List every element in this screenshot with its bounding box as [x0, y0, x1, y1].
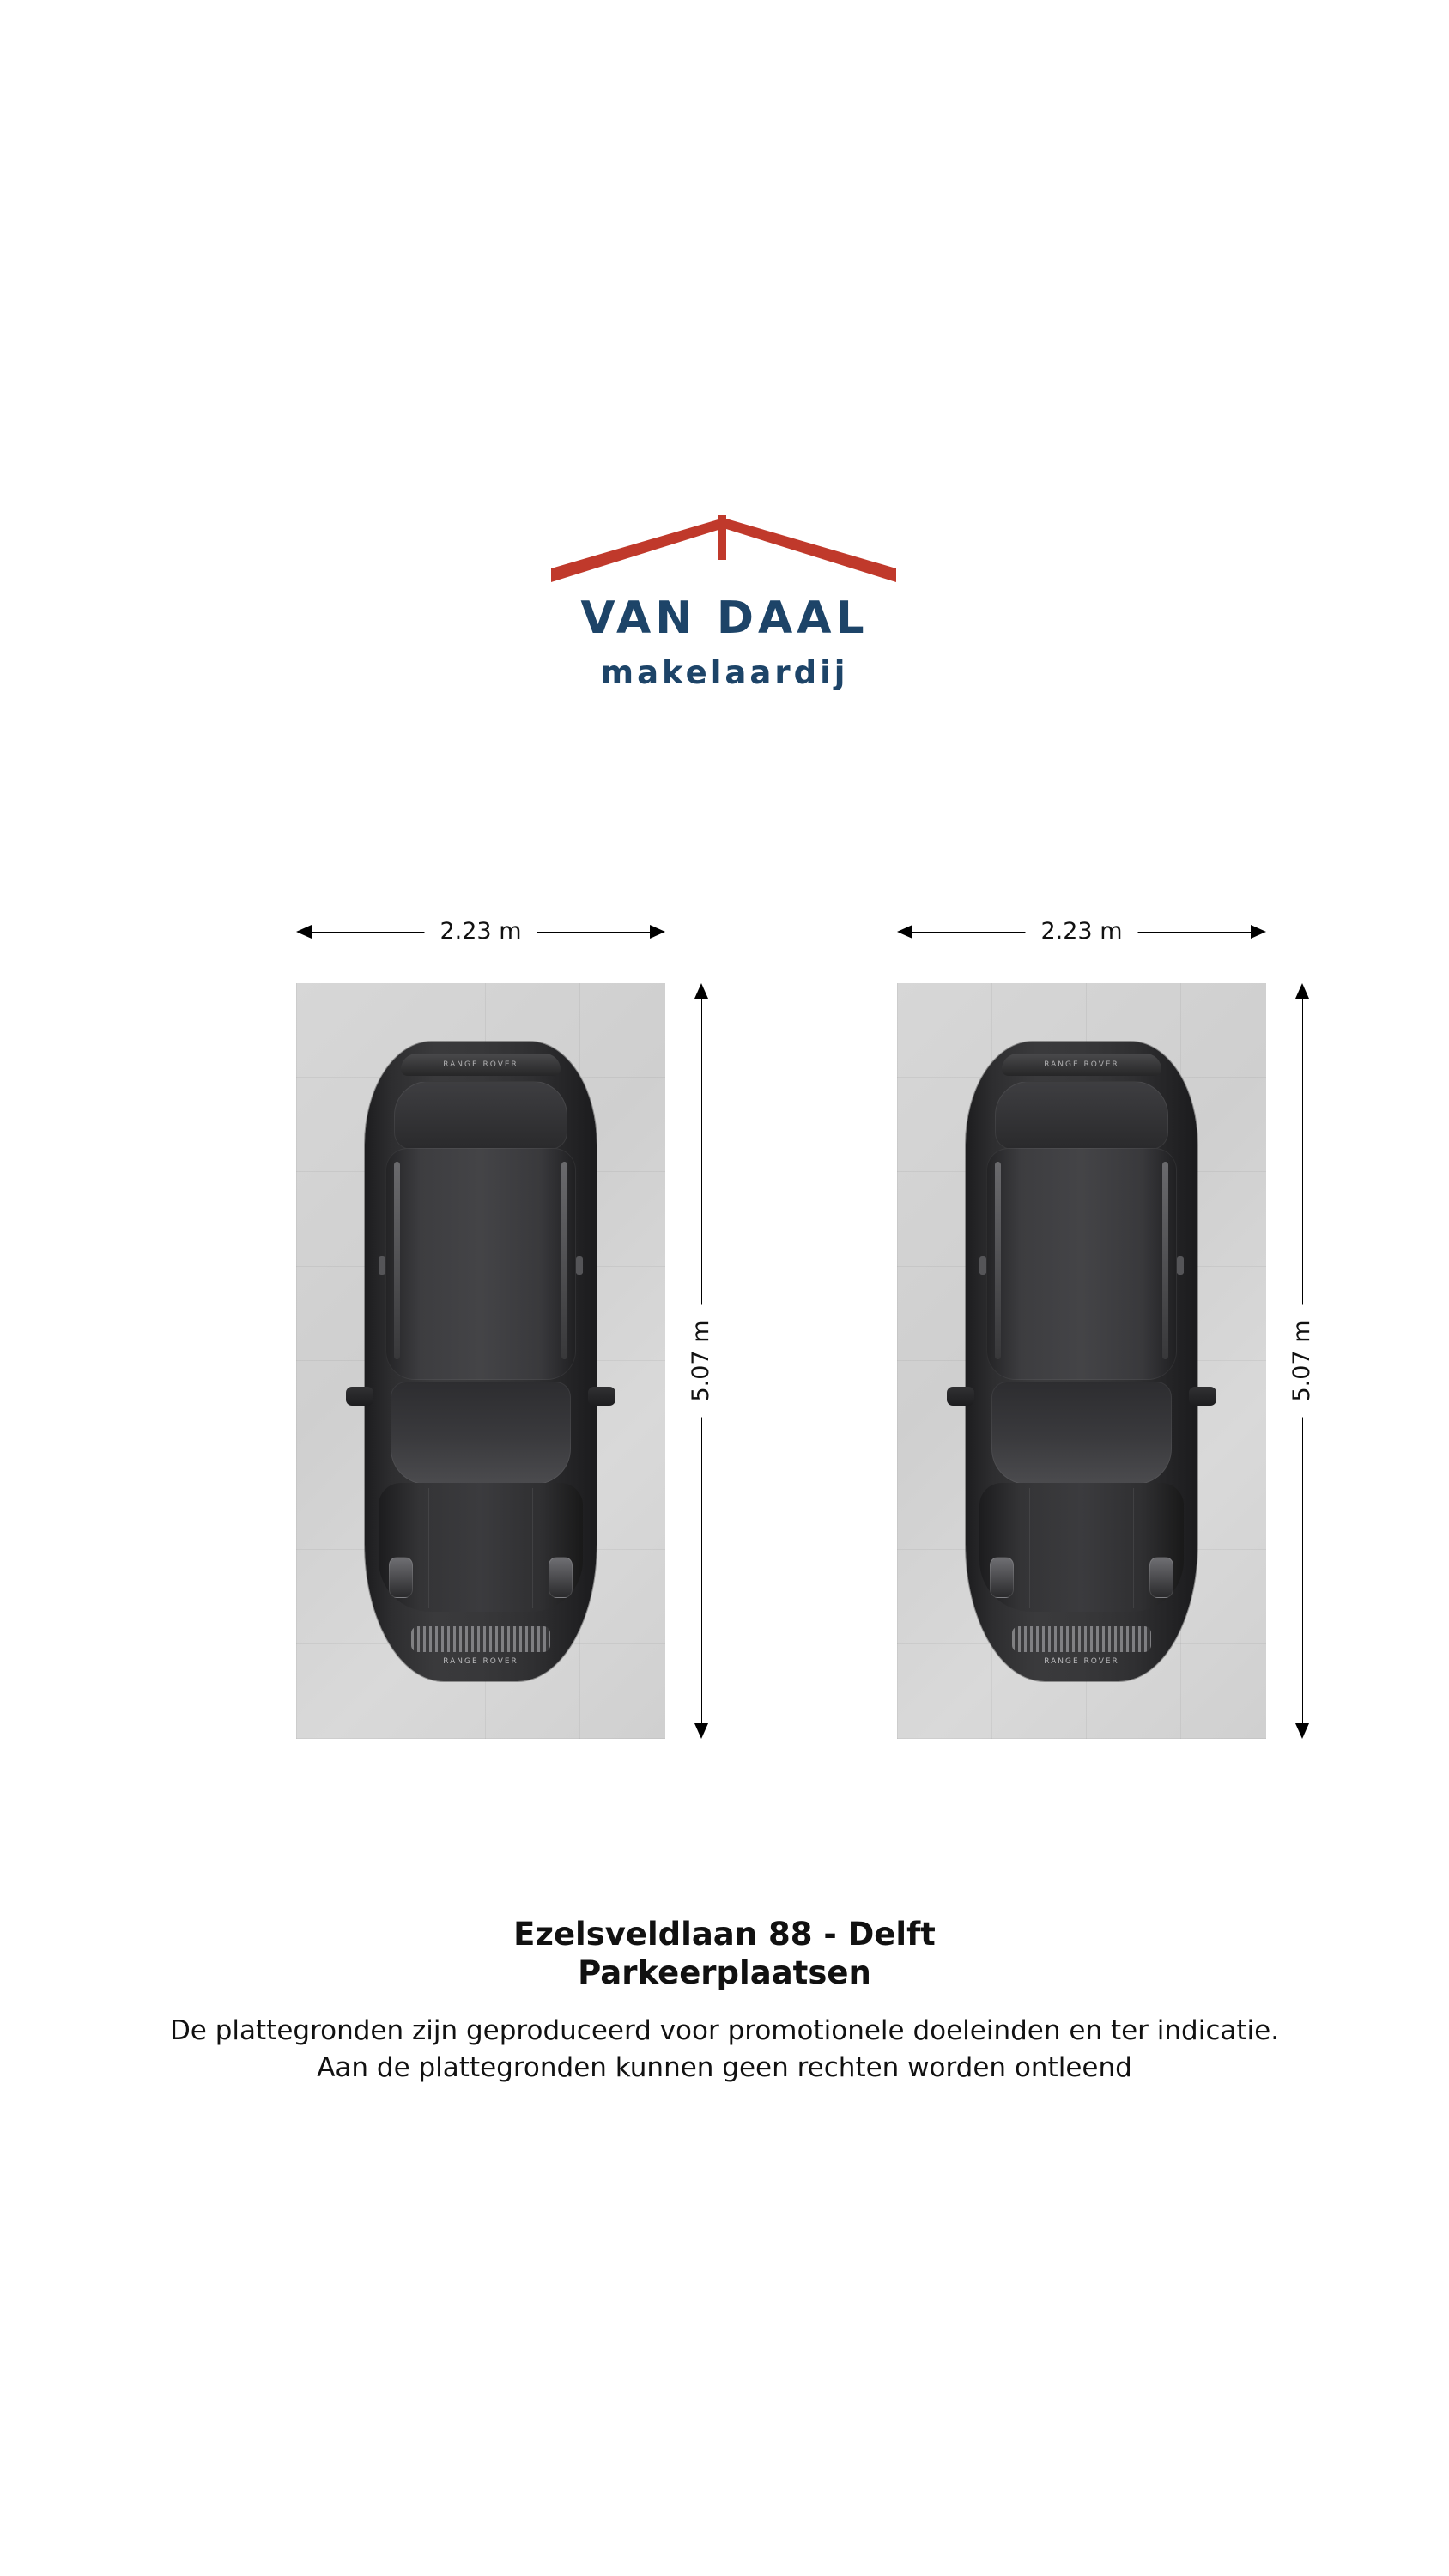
disclaimer-line-1: De plattegronden zijn geproduceerd voor promotionele doeleinden en ter indicatie.: [169, 2015, 1280, 2047]
arrow-right-icon: [650, 925, 665, 939]
car-roof-rail-right: [561, 1162, 567, 1359]
car-rear-badge: RANGE ROVER: [443, 1060, 518, 1069]
car-headlight-left: [990, 1557, 1014, 1598]
width-label-2: 2.23 m: [1025, 917, 1137, 946]
width-dimension-2: [897, 917, 1266, 946]
car-headlight-right: [1149, 1557, 1173, 1598]
car-front-grille: [411, 1626, 550, 1652]
car-door-handle-right: [576, 1256, 583, 1275]
car-headlight-left: [389, 1557, 413, 1598]
car-rear-badge: RANGE ROVER: [1044, 1060, 1119, 1069]
car-door-handle-left: [979, 1256, 986, 1275]
car-door-handle-left: [379, 1256, 385, 1275]
car-hood-crease-left: [1029, 1488, 1030, 1608]
height-dimension-1: [687, 983, 716, 1739]
car-front-badge: RANGE ROVER: [443, 1657, 518, 1666]
disclaimer-line-2: Aan de plattegronden kunnen geen rechten worden ontleend: [317, 2052, 1132, 2084]
car-mirror-left: [346, 1387, 373, 1406]
arrow-down-icon: [694, 1723, 708, 1739]
company-logo: [0, 515, 1449, 691]
arrow-down-icon: [1295, 1723, 1309, 1739]
car-mirror-right: [588, 1387, 615, 1406]
logo-tagline-text: makelaardij: [600, 654, 849, 691]
car-roof-rail-left: [394, 1162, 400, 1359]
height-label-1: 5.07 m: [687, 1304, 716, 1417]
page-title: Ezelsveldlaan 88 - Delft: [513, 1916, 936, 1953]
car-roof: [385, 1148, 576, 1380]
car-roof-rail-left: [995, 1162, 1001, 1359]
width-dimension-1: [296, 917, 665, 946]
roof-logo-icon: [544, 515, 905, 598]
car-front-badge: RANGE ROVER: [1044, 1657, 1119, 1666]
car-hood-crease-left: [428, 1488, 429, 1608]
arrow-left-icon: [897, 925, 912, 939]
arrow-up-icon: [1295, 983, 1309, 999]
height-label-2: 5.07 m: [1288, 1304, 1317, 1417]
car-roof-rail-right: [1162, 1162, 1168, 1359]
width-label-1: 2.23 m: [424, 917, 537, 946]
arrow-right-icon: [1251, 925, 1266, 939]
floorplan-diagram: [0, 876, 1449, 1803]
arrow-up-icon: [694, 983, 708, 999]
car-door-handle-right: [1177, 1256, 1184, 1275]
car-rear-window: [394, 1081, 567, 1150]
car-rear-window: [995, 1081, 1168, 1150]
car-top-view-icon: [966, 1042, 1197, 1681]
car-roof: [986, 1148, 1177, 1380]
car-mirror-right: [1189, 1387, 1216, 1406]
arrow-left-icon: [296, 925, 312, 939]
height-dimension-2: [1288, 983, 1317, 1739]
car-hood-crease-right: [532, 1488, 533, 1608]
parking-bay-surface-1: [296, 983, 665, 1739]
car-windshield: [391, 1382, 571, 1485]
car-hood-crease-right: [1133, 1488, 1134, 1608]
car-top-view-icon: [365, 1042, 597, 1681]
car-front-grille: [1012, 1626, 1151, 1652]
car-mirror-left: [947, 1387, 974, 1406]
page-subtitle: Parkeerplaatsen: [578, 1954, 871, 1992]
car-headlight-right: [549, 1557, 573, 1598]
caption-block: [0, 1915, 1449, 2087]
logo-brand-text: VAN DAAL: [580, 592, 869, 644]
car-windshield: [991, 1382, 1172, 1485]
parking-bay-surface-2: [897, 983, 1266, 1739]
